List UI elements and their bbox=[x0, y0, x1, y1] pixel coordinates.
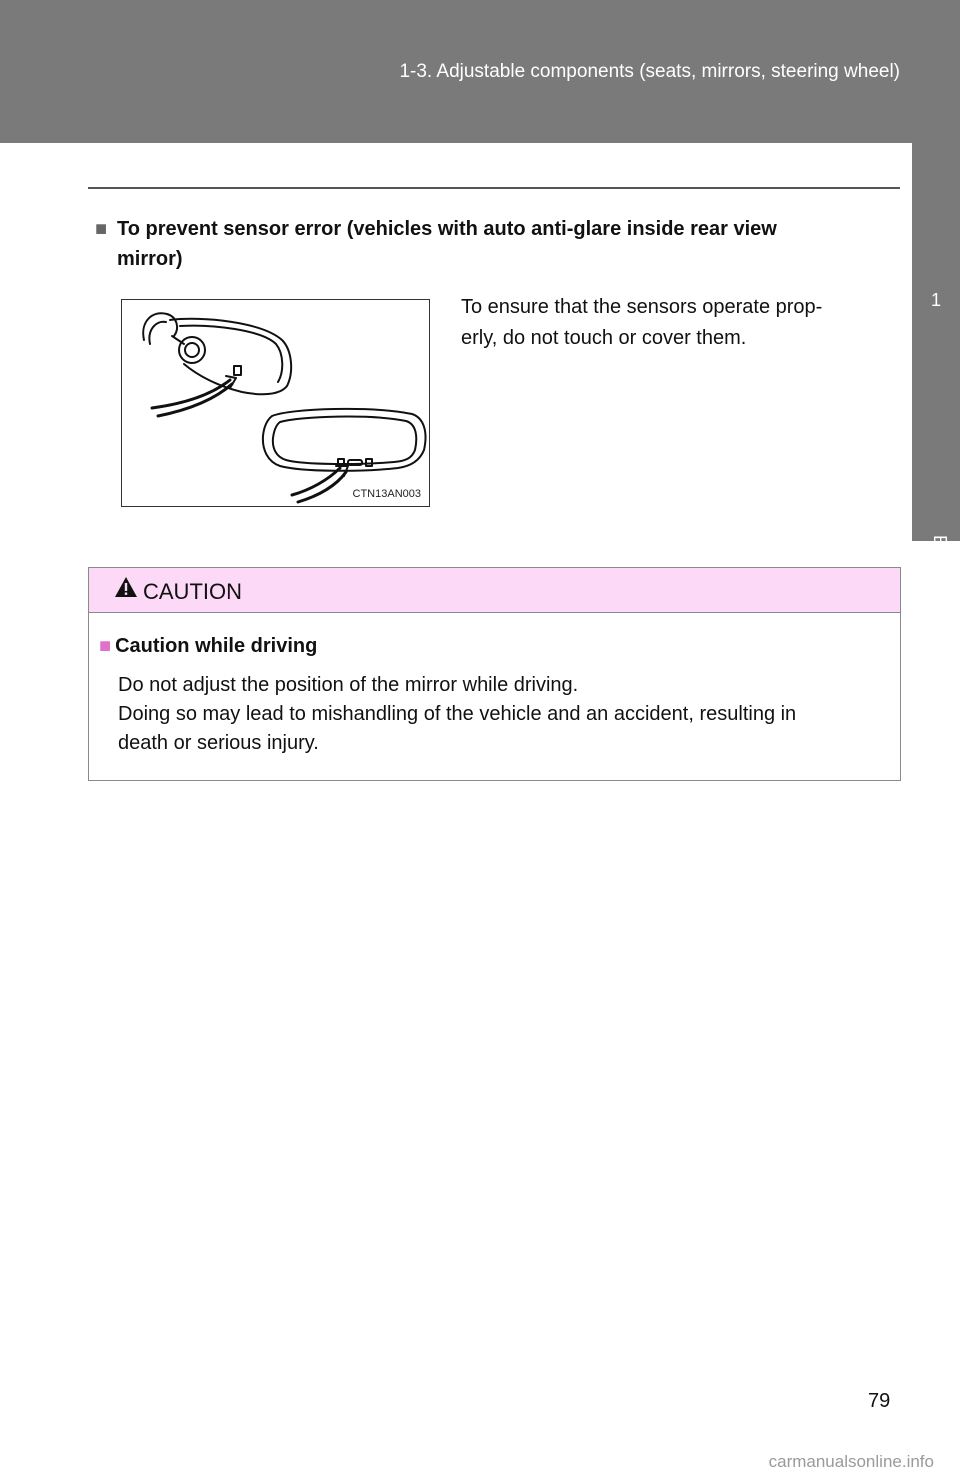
description-line2: erly, do not touch or cover them. bbox=[461, 327, 747, 349]
sensor-description bbox=[461, 292, 886, 354]
mirror-illustration bbox=[121, 299, 430, 507]
caution-title: CAUTION bbox=[143, 579, 242, 604]
page-number: 79 bbox=[868, 1390, 891, 1412]
chapter-title: 1-3. Adjustable components (seats, mirrors, steering wheel) bbox=[399, 61, 900, 82]
rear-view-mirror-drawing bbox=[122, 300, 429, 506]
figure-code: CTN13AN003 bbox=[352, 488, 421, 500]
caution-line2: Doing so may lead to mishandling of the vehicle and an accident, resulting in bbox=[118, 703, 797, 725]
chapter-label: Before driving bbox=[930, 535, 950, 647]
chapter-side-tab bbox=[912, 143, 960, 647]
caution-subheading-text: Caution while driving bbox=[115, 635, 318, 657]
section-heading-line2: mirror) bbox=[117, 248, 183, 270]
section-heading-line1: To prevent sensor error (vehicles with auto anti-glare inside rear view bbox=[117, 218, 777, 240]
caution-box bbox=[88, 567, 901, 781]
warning-triangle-icon bbox=[114, 576, 138, 603]
square-bullet-icon: ■ bbox=[99, 635, 112, 657]
section-divider bbox=[88, 187, 900, 189]
caution-header bbox=[89, 568, 900, 613]
square-bullet-icon: ■ bbox=[95, 218, 108, 240]
caution-line1: Do not adjust the position of the mirror while driving. bbox=[118, 674, 579, 696]
caution-body bbox=[118, 671, 893, 758]
section-heading bbox=[95, 214, 895, 274]
chapter-number: 1 bbox=[930, 290, 941, 310]
caution-line3: death or serious injury. bbox=[118, 732, 319, 754]
page-header bbox=[0, 0, 960, 143]
description-line1: To ensure that the sensors operate prop- bbox=[461, 296, 823, 318]
watermark: carmanualsonline.info bbox=[768, 1452, 934, 1471]
caution-subheading bbox=[99, 635, 317, 658]
